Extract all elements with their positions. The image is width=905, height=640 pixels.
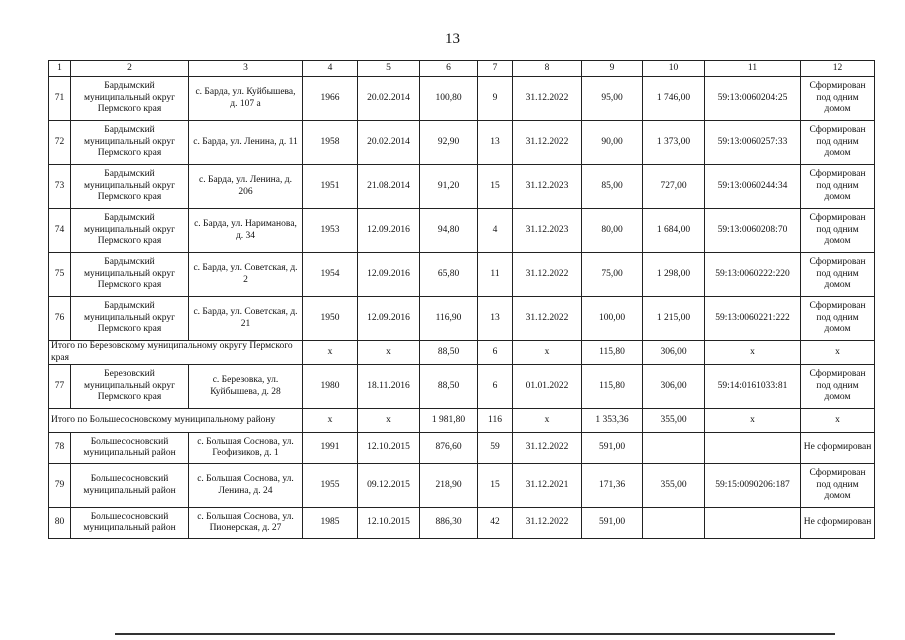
header-cell: 6 [420,61,478,77]
table-cell: с. Барда, ул. Советская, д. 2 [189,253,303,297]
table-cell: 1966 [303,77,358,121]
table-cell: 116 [478,409,513,433]
table-cell: Бардымский муниципальный округ Пермского края [71,297,189,341]
table-cell: 76 [49,297,71,341]
table-cell: 88,50 [420,365,478,409]
table-cell: x [358,409,420,433]
table-cell [705,508,801,539]
table-cell: 115,80 [582,365,643,409]
table-cell: 6 [478,341,513,365]
table-cell: 59:13:0060257:33 [705,121,801,165]
table-cell: с. Барда, ул. Наримановa, д. 34 [189,209,303,253]
table-cell: 31.12.2021 [513,464,582,508]
table-cell: с. Барда, ул. Советская, д. 21 [189,297,303,341]
table-cell: Бардымский муниципальный округ Пермского края [71,77,189,121]
table-cell: 73 [49,165,71,209]
table-cell: Большесосновский муниципальный район [71,433,189,464]
table-cell: 1991 [303,433,358,464]
table-cell: Сформирован под одним домом [801,365,875,409]
table-cell: 42 [478,508,513,539]
table-cell: 12.10.2015 [358,508,420,539]
table-cell: 65,80 [420,253,478,297]
table-cell: 31.12.2022 [513,121,582,165]
table-cell: 31.12.2022 [513,508,582,539]
table-cell: 13 [478,297,513,341]
table-cell: 12.09.2016 [358,297,420,341]
table-cell: Большесосновский муниципальный район [71,464,189,508]
table-cell: 20.02.2014 [358,121,420,165]
table-cell: x [513,409,582,433]
header-cell: 10 [643,61,705,77]
table-cell: 31.12.2022 [513,297,582,341]
table-cell: Сформирован под одним домом [801,165,875,209]
table-cell [643,508,705,539]
table-cell: 1 746,00 [643,77,705,121]
table-cell: 31.12.2023 [513,209,582,253]
table-cell: 78 [49,433,71,464]
table-cell: 1 981,80 [420,409,478,433]
subtotal-row [49,341,875,365]
subtotal-row [49,409,875,433]
table-cell: 306,00 [643,341,705,365]
table-cell: 15 [478,464,513,508]
header-cell: 9 [582,61,643,77]
table-cell: 01.01.2022 [513,365,582,409]
table-row [49,365,875,409]
table-cell: Сформирован под одним домом [801,464,875,508]
table-cell: 1950 [303,297,358,341]
table-cell: Не сформирован [801,433,875,464]
table-cell: Бардымский муниципальный округ Пермского края [71,165,189,209]
table-row [49,433,875,464]
table-cell: 1951 [303,165,358,209]
header-cell: 2 [71,61,189,77]
table-cell: 355,00 [643,464,705,508]
table-row [49,165,875,209]
table-row [49,297,875,341]
table-cell: 886,30 [420,508,478,539]
table-cell: 59:15:0090206:187 [705,464,801,508]
table-cell: с. Барда, ул. Ленина, д. 206 [189,165,303,209]
table-cell: 1953 [303,209,358,253]
table-cell: 88,50 [420,341,478,365]
table-cell [705,433,801,464]
table-cell: 1 373,00 [643,121,705,165]
table-cell: Бардымский муниципальный округ Пермского края [71,121,189,165]
table-cell: 591,00 [582,508,643,539]
table-cell: 306,00 [643,365,705,409]
table-cell: 20.02.2014 [358,77,420,121]
table-cell: 6 [478,365,513,409]
table-cell: 79 [49,464,71,508]
header-cell: 7 [478,61,513,77]
table-cell: Бардымский муниципальный округ Пермского края [71,209,189,253]
table-cell: 115,80 [582,341,643,365]
table-cell: с. Барда, ул. Куйбышева, д. 107 а [189,77,303,121]
table-cell: 15 [478,165,513,209]
table-cell: 1985 [303,508,358,539]
table-cell: с. Барда, ул. Ленина, д. 11 [189,121,303,165]
table-cell: 71 [49,77,71,121]
table-cell: 85,00 [582,165,643,209]
table-cell: 591,00 [582,433,643,464]
table-cell: 77 [49,365,71,409]
page-bottom-rule [115,633,835,635]
table-cell: 59:13:0060208:70 [705,209,801,253]
table-cell: Сформирован под одним домом [801,121,875,165]
table-cell: Сформирован под одним домом [801,253,875,297]
table-cell: 1955 [303,464,358,508]
table-cell: x [358,341,420,365]
table-cell: 90,00 [582,121,643,165]
subtotal-label: Итого по Березовскому муниципальному округу Пермского края [49,341,303,365]
table-cell: 9 [478,77,513,121]
header-cell: 5 [358,61,420,77]
table-cell: 59:13:0060222:220 [705,253,801,297]
table-cell: 1 298,00 [643,253,705,297]
table-cell: Бардымский муниципальный округ Пермского края [71,253,189,297]
header-cell: 12 [801,61,875,77]
table-cell: x [303,409,358,433]
table-body [49,61,875,539]
table-cell: Березовский муниципальный округ Пермского края [71,365,189,409]
table-cell: Не сформирован [801,508,875,539]
table-cell: 18.11.2016 [358,365,420,409]
table-cell: 74 [49,209,71,253]
table-cell: 75,00 [582,253,643,297]
header-cell: 11 [705,61,801,77]
table-cell: 95,00 [582,77,643,121]
table-cell: 11 [478,253,513,297]
table-header-row [49,61,875,77]
table-cell: 1980 [303,365,358,409]
table-cell: 1 353,36 [582,409,643,433]
table-cell: 59:13:0060204:25 [705,77,801,121]
subtotal-label: Итого по Большесосновскому муниципальному району [49,409,303,433]
table-cell: Сформирован под одним домом [801,209,875,253]
table-cell: 12.10.2015 [358,433,420,464]
table-cell: 72 [49,121,71,165]
table-row [49,209,875,253]
table-cell: x [801,409,875,433]
table-cell: 31.12.2022 [513,433,582,464]
table-cell: 1 215,00 [643,297,705,341]
table-cell: x [705,341,801,365]
table-cell: Сформирован под одним домом [801,297,875,341]
table-cell: 100,00 [582,297,643,341]
table-cell: 59 [478,433,513,464]
table-cell: с. Большая Соснова, ул. Геофизиков, д. 1 [189,433,303,464]
table-cell: 75 [49,253,71,297]
table-cell: 91,20 [420,165,478,209]
table-cell: x [513,341,582,365]
table-row [49,121,875,165]
table-row [49,464,875,508]
table-cell: x [801,341,875,365]
table-cell: 09.12.2015 [358,464,420,508]
table-cell: 94,80 [420,209,478,253]
header-cell: 8 [513,61,582,77]
table-cell: Сформирован под одним домом [801,77,875,121]
table-cell: с. Большая Соснова, ул. Пионерская, д. 27 [189,508,303,539]
objects-table [48,60,875,539]
table-cell: 59:13:0060221:222 [705,297,801,341]
table-cell: 31.12.2023 [513,165,582,209]
table-cell: 59:14:0161033:81 [705,365,801,409]
table-row [49,253,875,297]
table-cell: с. Березовка, ул. Куйбышева, д. 28 [189,365,303,409]
table-cell: 876,60 [420,433,478,464]
table-cell: 80,00 [582,209,643,253]
table-cell [643,433,705,464]
table-row [49,508,875,539]
table-cell: x [303,341,358,365]
table-row [49,77,875,121]
table-cell: 727,00 [643,165,705,209]
table-cell: 1958 [303,121,358,165]
header-cell: 1 [49,61,71,77]
table-cell: с. Большая Соснова, ул. Ленина, д. 24 [189,464,303,508]
table-cell: 1954 [303,253,358,297]
table-cell: 100,80 [420,77,478,121]
table-cell: 59:13:0060244:34 [705,165,801,209]
header-cell: 4 [303,61,358,77]
table-cell: 12.09.2016 [358,253,420,297]
table-cell: 13 [478,121,513,165]
page-number: 13 [445,31,460,47]
table-cell: 355,00 [643,409,705,433]
table-cell: 116,90 [420,297,478,341]
table-cell: Большесосновский муниципальный район [71,508,189,539]
table-cell: 31.12.2022 [513,77,582,121]
table-cell: 12.09.2016 [358,209,420,253]
header-cell: 3 [189,61,303,77]
table-cell: 1 684,00 [643,209,705,253]
table-cell: 92,90 [420,121,478,165]
table-cell: x [705,409,801,433]
table-cell: 80 [49,508,71,539]
table-cell: 218,90 [420,464,478,508]
table-cell: 4 [478,209,513,253]
table-cell: 171,36 [582,464,643,508]
table-cell: 21.08.2014 [358,165,420,209]
table-cell: 31.12.2022 [513,253,582,297]
